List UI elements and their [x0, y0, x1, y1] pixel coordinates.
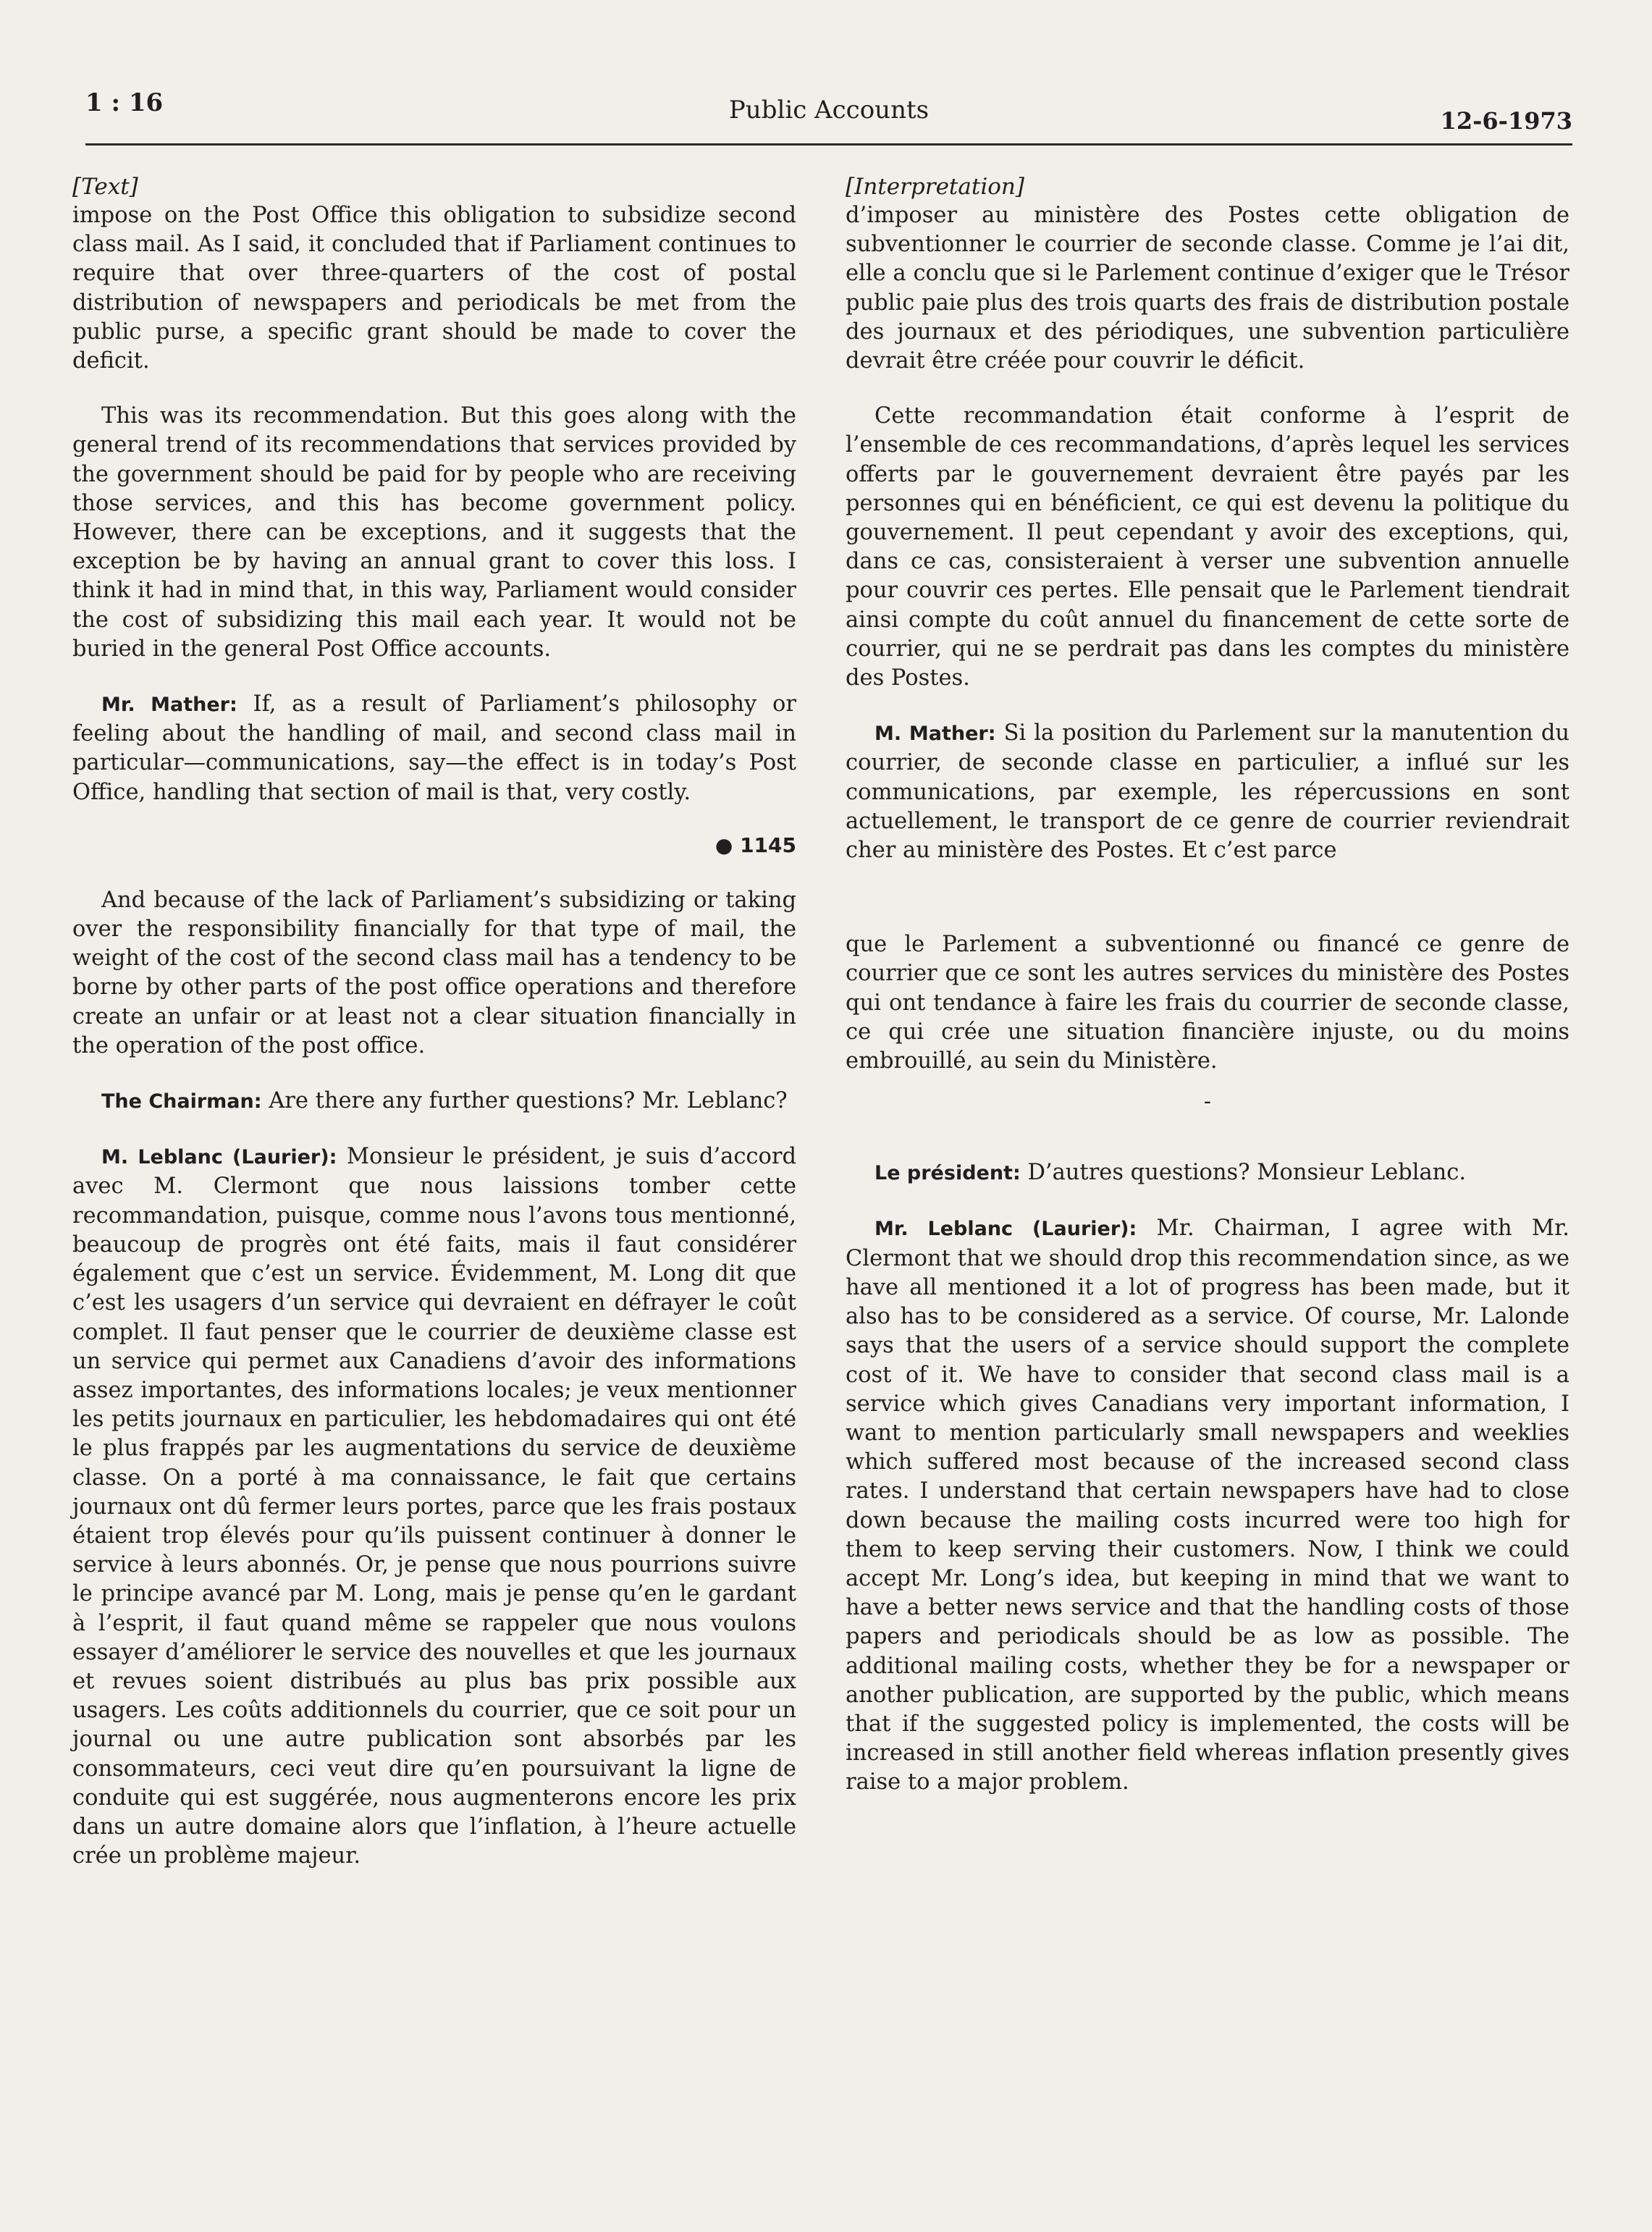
speech-text: D’autres questions? Monsieur Leblanc.	[1020, 1160, 1467, 1186]
speaker-name: M. Leblanc (Laurier):	[101, 1146, 337, 1169]
paragraph: impose on the Post Office this obligation to subsidize second class mail. As I said, it concluded that if Parliament continues to require that over three-quarters of the cost of postal distribution of newspapers and periodicals be met from the public purse, a specific grant should be made to cover the deficit.	[72, 203, 796, 374]
paragraph	[72, 1142, 796, 1871]
column-label: [Text]	[72, 174, 138, 200]
right-column	[846, 174, 1569, 1824]
left-column	[72, 174, 796, 1897]
header-title: Public Accounts	[728, 96, 930, 125]
speech-text: Are there any further questions? Mr. Leblanc?	[261, 1088, 788, 1114]
speaker-name: The Chairman:	[101, 1090, 262, 1113]
paragraph	[846, 719, 1569, 865]
speaker-name: Mr. Leblanc (Laurier):	[875, 1218, 1137, 1241]
time-marker: ● 1145	[715, 833, 796, 857]
paragraph: This was its recommendation. But this goes along with the general trend of its recommendations that services provided by the government should be paid for by people who are receiving those services, and this has become government policy. However, there can be exceptions, and it suggests that the exception be by having an annual grant to cover this loss. I think it had in mind that, in this way, Parliament would consider the cost of subsidizing this mail each year. It would not be buried in the general Post Office accounts.	[72, 403, 796, 662]
speaker-name: Mr. Mather:	[101, 694, 237, 717]
page-header	[85, 85, 1572, 146]
column-label: [Interpretation]	[846, 174, 1024, 200]
paragraph	[846, 1214, 1569, 1797]
header-date: 12-6-1973	[1440, 107, 1572, 135]
section-dash: -	[1203, 1089, 1212, 1115]
speech-text: Si la position du Parlement sur la manutention du courrier, de seconde classe en particulier, a influé sur les communications, par exemple, les répercussions en sont actuellement, le transport de ce genre de courrier reviendrait cher au ministère des Postes. Et c’est parce	[846, 720, 1569, 864]
paragraph	[846, 1158, 1569, 1188]
page-number: 1 : 16	[85, 88, 164, 117]
speech-text: Mr. Chairman, I agree with Mr. Clermont that we should drop this recommendation since, as we have all mentioned it a lot of progress has been made, but it also has to be considered as a service. Of course, Mr. Lalonde says that the users of a service should support the complete cost of it. We have to consider that second class mail is a service which gives Canadians very important information, I want to mention particularly small newspapers and weeklies which suffered most because of the increased second class rates. I understand that certain newspapers have had to close down because the mailing costs incurred were too high for them to keep serving their customers. Now, I think we could accept Mr. Long’s idea, but keeping in mind that we want to have a better news service and that the handling costs of those papers and periodicals should be as low as possible. The additional mailing costs, whether they be for a newspaper or another publication, are supported by the public, which means that if the suggested policy is implemented, the costs will be increased in still another field whereas inflation presently gives raise to a major problem.	[846, 1216, 1569, 1795]
speaker-name: Le président:	[875, 1162, 1021, 1185]
speaker-name: M. Mather:	[875, 723, 996, 746]
speech-text: Monsieur le président, je suis d’accord avec M. Clermont que nous laissions tomber cette recommandation, puisque, comme nous l’avons tous mentionné, beaucoup de progrès ont été faits, mais il faut considérer également que c’est un service. Évidemment, M. Long dit que c’est les usagers d’un service qui devraient en défrayer le coût complet. Il faut penser que le courrier de deuxième classe est un service qui permet aux Canadiens d’avoir des informations assez importantes, des informations locales; je veux mentionner les petits journaux en particulier, les hebdomadaires qui ont été le plus frappés par les augmentations du service de deuxième classe. On a porté à ma connaissance, le fait que certains journaux ont dû fermer leurs portes, parce que les frais postaux étaient trop élevés pour qu’ils puissent continuer à donner le service à leurs abonnés. Or, je pense que nous pourrions suivre le principe avancé par M. Long, mais je pense qu’en le gardant à l’esprit, il faut quand même se rappeler que nous voulons essayer d’améliorer le service des nouvelles et que les journaux et revues soient distribués au plus bas prix possible aux usagers. Les coûts additionnels du courrier, que ce soit pour un journal ou une autre publication sont absorbés par les consommateurs, ceci veut dire qu’en poursuivant la ligne de conduite qui est suggérée, nous augmenterons encore les prix dans un autre domaine alors que l’inflation, à l’heure actuelle crée un problème majeur.	[72, 1144, 796, 1869]
paragraph	[72, 690, 796, 807]
paragraph	[72, 1087, 796, 1116]
paragraph: que le Parlement a subventionné ou financé ce genre de courrier que ce sont les autres services du ministère des Postes qui ont tendance à faire les frais du courrier de seconde classe, ce qui crée une situation financière injuste, ou du moins embrouillé, au sein du Ministère.	[846, 932, 1569, 1074]
paragraph: And because of the lack of Parliament’s subsidizing or taking over the responsibility financially for that type of mail, the weight of the cost of the second class mail has a tendency to be borne by other parts of the post office operations and therefore create an unfair or at least not a clear situation financially in the operation of the post office.	[72, 887, 796, 1058]
paragraph: Cette recommandation était conforme à l’esprit de l’ensemble de ces recommandations, d’après lequel les services offerts par le gouvernement devraient être payés par les personnes qui en bénéficient, ce qui est devenu la politique du gouvernement. Il peut cependant y avoir des exceptions, qui, dans ce cas, consisteraient à verser une subvention annuelle pour couvrir ces pertes. Elle pensait que le Parlement tiendrait ainsi compte du coût annuel du financement de cette sorte de courrier, qui ne se perdrait pas dans les comptes du ministère des Postes.	[846, 403, 1569, 691]
speech-text: If, as a result of Parliament’s philosophy or feeling about the handling of mail, and second class mail in particular—communications, say—the effect is in today’s Post Office, handling that section of mail is that, very costly.	[72, 691, 796, 805]
paragraph: d’imposer au ministère des Postes cette obligation de subventionner le courrier de seconde classe. Comme je l’ai dit, elle a conclu que si le Parlement continue d’exiger que le Trésor public paie plus des trois quarts des frais de distribution postale des journaux et des périodiques, une subvention particulière devrait être créée pour couvrir le déficit.	[846, 203, 1569, 374]
